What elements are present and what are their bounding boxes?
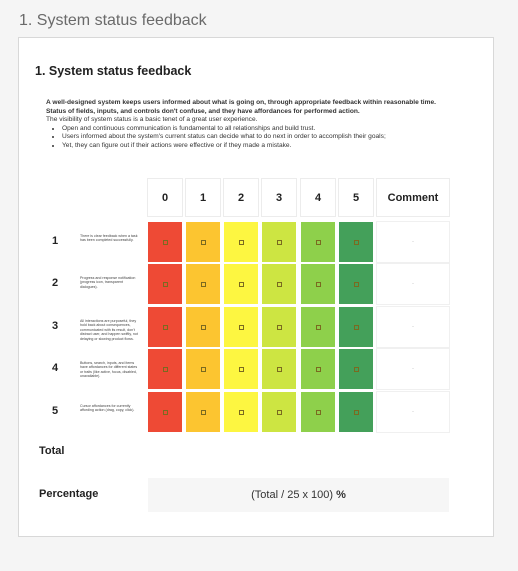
row-number: 5 — [52, 405, 59, 417]
comment-header: Comment — [377, 179, 449, 216]
score-header-0: 0 — [148, 179, 182, 216]
score-header-5: 5 — [339, 179, 373, 216]
score-checkbox[interactable] — [354, 410, 359, 415]
score-checkbox[interactable] — [277, 367, 282, 372]
score-checkbox[interactable] — [239, 282, 244, 287]
score-cell-4[interactable] — [301, 349, 335, 389]
intro-text — [46, 99, 456, 151]
score-checkbox[interactable] — [277, 240, 282, 245]
score-checkbox[interactable] — [201, 410, 206, 415]
score-checkbox[interactable] — [163, 325, 168, 330]
score-cell-1[interactable] — [186, 307, 220, 347]
score-header-3: 3 — [262, 179, 296, 216]
score-checkbox[interactable] — [239, 240, 244, 245]
score-cell-1[interactable] — [186, 349, 220, 389]
score-cell-2[interactable] — [224, 222, 258, 262]
criterion-description: All interactions are purposeful, they hold back about consequences, communicated with its result, don't distract user, and happen swiftly, not delaying or slowing product flows. — [80, 319, 138, 341]
score-cell-3[interactable] — [262, 392, 296, 432]
criterion-description: Cursor affordances for currently affording action (drag, copy, click). — [80, 404, 135, 413]
score-header-4: 4 — [301, 179, 335, 216]
comment-field[interactable]: - — [377, 349, 449, 389]
score-checkbox[interactable] — [316, 325, 321, 330]
score-checkbox[interactable] — [239, 367, 244, 372]
row-number: 3 — [52, 320, 59, 332]
row-number: 4 — [52, 362, 59, 374]
score-checkbox[interactable] — [163, 367, 168, 372]
score-checkbox[interactable] — [163, 282, 168, 287]
percentage-formula-box — [148, 478, 449, 512]
percentage-formula: (Total / 25 x 100) — [251, 489, 334, 501]
intro-lead: A well-designed system keeps users informed about what is going on, through appropriate feedback within reasonable time. Status of fields, inputs, and controls don't confuse, and they have affordances for performed action. — [46, 99, 436, 115]
score-checkbox[interactable] — [239, 410, 244, 415]
score-cell-4[interactable] — [301, 264, 335, 304]
score-header-1: 1 — [186, 179, 220, 216]
comment-field[interactable]: - — [377, 222, 449, 262]
page-heading: 1. System status feedback — [19, 12, 207, 29]
score-cell-1[interactable] — [186, 222, 220, 262]
score-checkbox[interactable] — [201, 282, 206, 287]
criterion-description: Progress and response notification (progress icon, transparent dialogues). — [80, 276, 136, 289]
score-cell-3[interactable] — [262, 222, 296, 262]
score-cell-4[interactable] — [301, 307, 335, 347]
score-checkbox[interactable] — [163, 240, 168, 245]
score-cell-1[interactable] — [186, 264, 220, 304]
intro-bullet: • Open and continuous communication is fundamental to all relationships and build trust. — [62, 125, 456, 134]
score-checkbox[interactable] — [277, 410, 282, 415]
intro-bullet: • Yet, they can figure out if their actions were effective or if they made a mistake. — [62, 142, 456, 151]
score-header-2: 2 — [224, 179, 258, 216]
score-cell-0[interactable] — [148, 307, 182, 347]
score-cell-5[interactable] — [339, 349, 373, 389]
intro-bullet: • Users informed about the system's current status can decide what to do next in order to accomplish their goals; — [62, 133, 456, 142]
score-cell-5[interactable] — [339, 392, 373, 432]
comment-field[interactable]: - — [377, 264, 449, 304]
score-checkbox[interactable] — [354, 282, 359, 287]
score-checkbox[interactable] — [201, 367, 206, 372]
score-checkbox[interactable] — [354, 367, 359, 372]
score-cell-2[interactable] — [224, 307, 258, 347]
score-cell-1[interactable] — [186, 392, 220, 432]
score-cell-3[interactable] — [262, 349, 296, 389]
percentage-label: Percentage — [39, 488, 99, 500]
score-checkbox[interactable] — [277, 325, 282, 330]
score-cell-2[interactable] — [224, 392, 258, 432]
score-checkbox[interactable] — [354, 325, 359, 330]
percentage-unit: % — [336, 489, 346, 501]
score-cell-4[interactable] — [301, 222, 335, 262]
score-cell-0[interactable] — [148, 222, 182, 262]
score-checkbox[interactable] — [316, 367, 321, 372]
score-cell-4[interactable] — [301, 392, 335, 432]
score-cell-3[interactable] — [262, 307, 296, 347]
score-checkbox[interactable] — [201, 325, 206, 330]
comment-field[interactable]: - — [377, 392, 449, 432]
criterion-description: There is clear feedback when a task has been completed successfully. — [80, 234, 138, 243]
intro-line: The visibility of system status is a basic tenet of a great user experience. — [46, 116, 258, 124]
score-checkbox[interactable] — [277, 282, 282, 287]
row-number: 2 — [52, 277, 59, 289]
score-cell-5[interactable] — [339, 307, 373, 347]
score-cell-2[interactable] — [224, 264, 258, 304]
heuristic-card — [18, 37, 494, 537]
score-checkbox[interactable] — [354, 240, 359, 245]
score-cell-3[interactable] — [262, 264, 296, 304]
score-cell-5[interactable] — [339, 222, 373, 262]
score-cell-5[interactable] — [339, 264, 373, 304]
score-checkbox[interactable] — [201, 240, 206, 245]
score-checkbox[interactable] — [239, 325, 244, 330]
score-cell-0[interactable] — [148, 392, 182, 432]
score-cell-2[interactable] — [224, 349, 258, 389]
score-cell-0[interactable] — [148, 349, 182, 389]
score-checkbox[interactable] — [316, 282, 321, 287]
score-checkbox[interactable] — [316, 410, 321, 415]
intro-bullets — [46, 125, 456, 151]
row-number: 1 — [52, 235, 59, 247]
score-checkbox[interactable] — [316, 240, 321, 245]
card-title: 1. System status feedback — [35, 64, 192, 78]
comment-field[interactable]: - — [377, 307, 449, 347]
score-checkbox[interactable] — [163, 410, 168, 415]
total-label: Total — [39, 445, 65, 457]
score-cell-0[interactable] — [148, 264, 182, 304]
criterion-description: Buttons, search, inputs, and items have affordances for different states or traits (like active, focus, disabled, unavailable). — [80, 361, 138, 379]
